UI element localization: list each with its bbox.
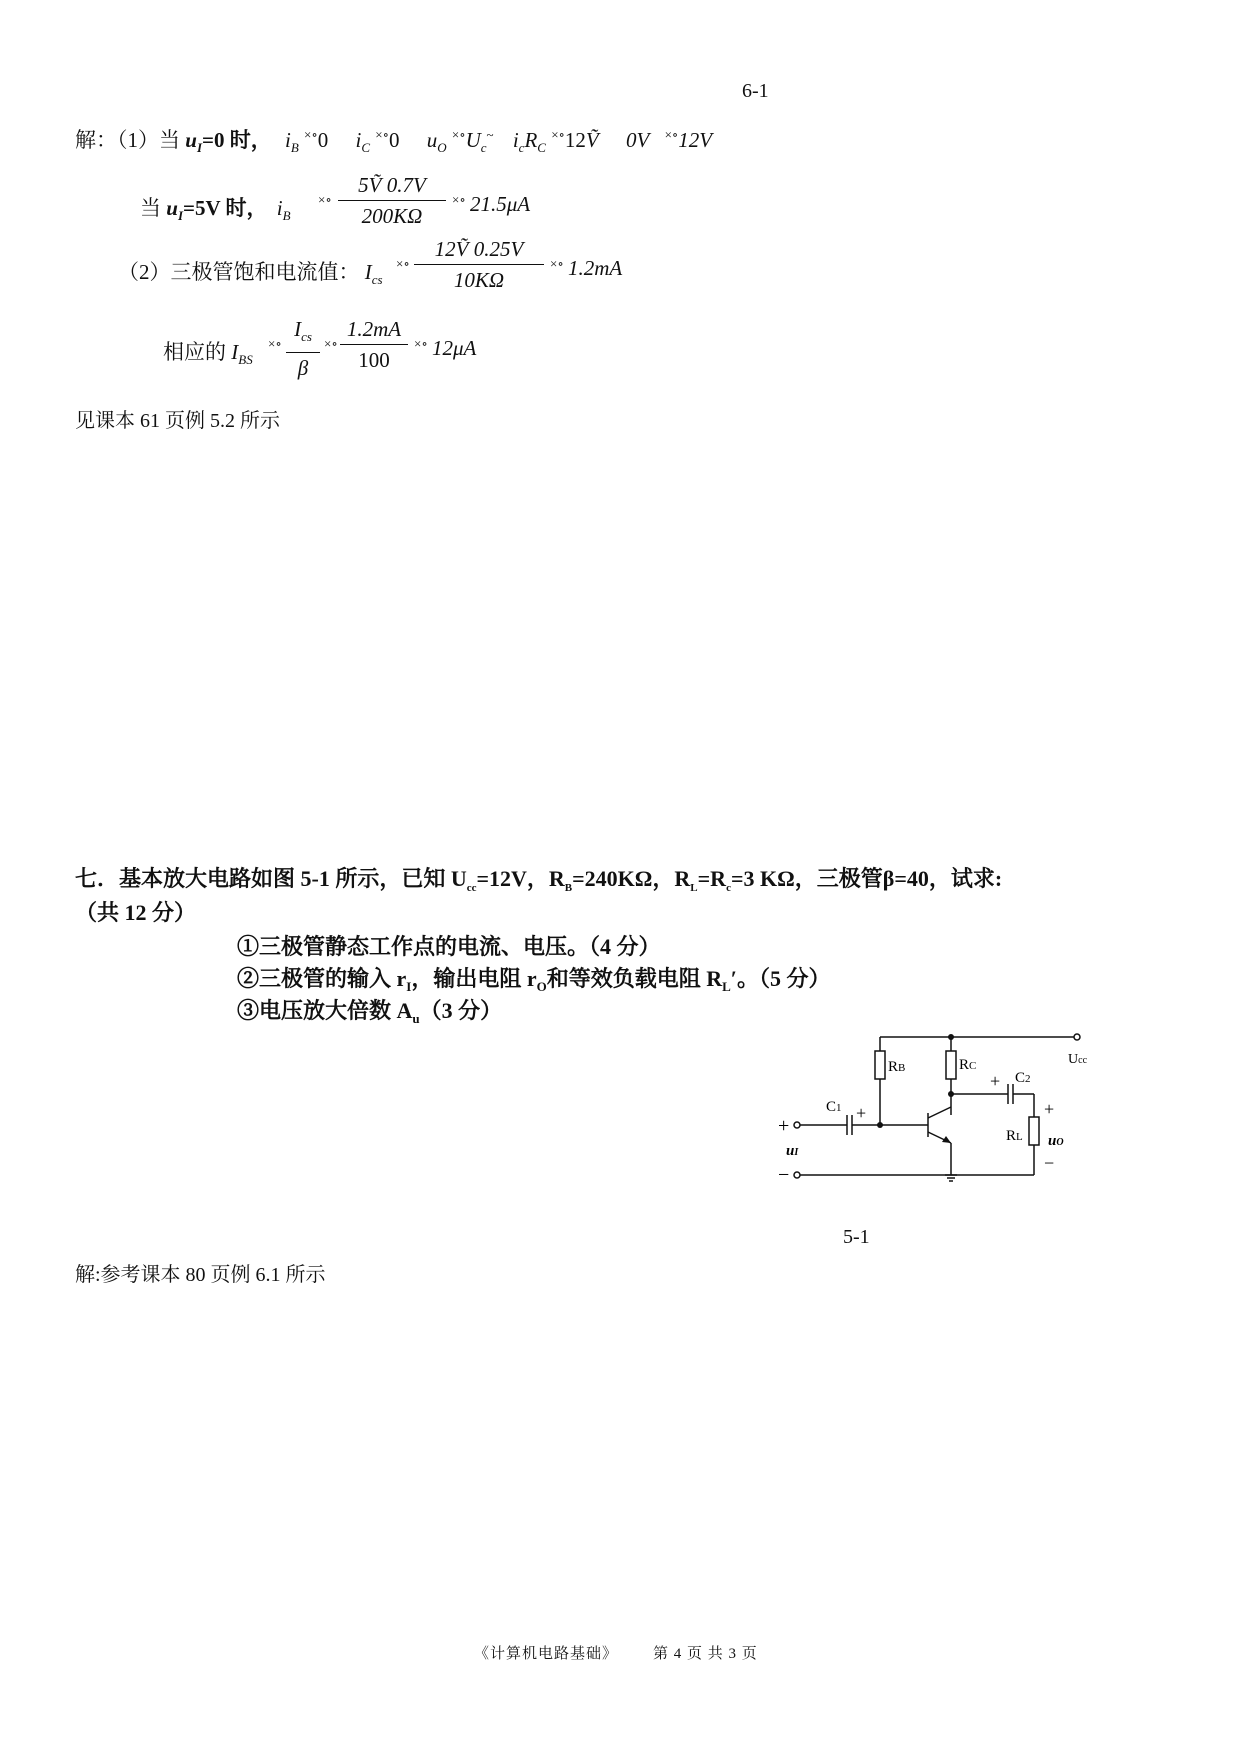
fraction-ics [414, 236, 544, 293]
symbol: ~ [486, 127, 494, 142]
result-ibs: 12μA [432, 336, 477, 360]
fraction-ibs [340, 316, 408, 373]
sub: u [412, 1011, 420, 1026]
result-ib: 21.5μA [470, 192, 531, 216]
var-iB: i [276, 196, 283, 220]
text: （2）三极管饱和电流值： [118, 260, 360, 284]
var-u: u [166, 196, 178, 220]
rc-resistor [946, 1051, 956, 1079]
question-7-item-1: ①三极管静态工作点的电流、电压。（4 分） [237, 934, 661, 959]
footer-page-number: 第 4 页 共 3 页 [653, 1646, 758, 1662]
sub: C [537, 140, 546, 155]
fraction-ib [338, 172, 446, 229]
page-label: 6-1 [742, 80, 769, 102]
symbol: ×∘ [304, 127, 318, 142]
symbol: ×∘ [318, 192, 332, 207]
reference-text: 见课本 61 页例 5.2 所示 [75, 410, 280, 432]
c1-label: C1 [826, 1099, 842, 1115]
denominator: 10KΩ [453, 268, 505, 292]
solution-line-3 [118, 256, 383, 288]
ui-minus: − [778, 1164, 790, 1186]
symbol: ×∘ [375, 127, 389, 142]
sub: L [722, 979, 731, 994]
ui-plus: + [778, 1115, 790, 1137]
sub: BS [238, 352, 253, 367]
denominator: 100 [358, 348, 390, 372]
sub: cs [301, 329, 312, 344]
c2-label: C2 [1015, 1070, 1031, 1086]
uo-minus: − [1044, 1153, 1055, 1173]
solution-line-2 [140, 192, 291, 224]
value: 0 [317, 128, 329, 152]
amplifier-circuit-diagram [780, 1025, 1120, 1205]
symbol: ×∘ [268, 336, 282, 351]
symbol: ×∘ [396, 256, 410, 271]
fraction-bar [338, 200, 446, 201]
var-Uc: U [465, 128, 481, 152]
c1-plus: + [856, 1103, 867, 1123]
text: 七．基本放大电路如图 5-1 所示，已知 U [75, 866, 467, 891]
sub: L [690, 882, 698, 894]
sub: I [196, 140, 202, 155]
text: ③电压放大倍数 A [237, 998, 413, 1023]
sub: c [480, 140, 487, 155]
text: =3 KΩ，三极管β=40，试求: [730, 866, 1003, 891]
result-ics: 1.2mA [568, 256, 623, 280]
value: 0V [626, 128, 650, 152]
var-Rc: R [524, 128, 538, 152]
solution-line-4 [163, 336, 253, 368]
symbol: ×∘ [324, 336, 338, 351]
numerator: 1.2mA [346, 317, 402, 341]
var-iB: i [284, 128, 291, 152]
rl-label: RL [1006, 1128, 1023, 1144]
text: ②三极管的输入 r [237, 966, 407, 991]
text: =240KΩ，R [572, 866, 691, 891]
var-u: u [185, 128, 197, 152]
text: 和等效负载电阻 R [546, 966, 723, 991]
text: =0 时， [202, 128, 272, 152]
denominator: 200KΩ [361, 204, 423, 228]
sub: O [536, 979, 547, 994]
sub: c [726, 882, 731, 894]
question-7-item-2 [237, 962, 830, 995]
sub: B [290, 140, 299, 155]
rb-label: RB [888, 1059, 906, 1075]
sub: I [177, 208, 183, 223]
text: ，输出电阻 r [411, 966, 537, 991]
solution-line-1 [75, 124, 712, 156]
var-Ics: I [364, 260, 372, 284]
numerator: 5Ṽ 0.7V [358, 173, 426, 197]
text: 当 [140, 196, 167, 220]
text: 解：（1）当 [75, 128, 186, 152]
uo-plus: + [1044, 1099, 1055, 1119]
sub: cc [466, 882, 477, 894]
numerator: 12Ṽ 0.25V [434, 237, 524, 261]
answer-7-text: 解:参考课本 80 页例 6.1 所示 [75, 1264, 326, 1286]
text: =12V，R [476, 866, 565, 891]
sub: cs [371, 272, 383, 287]
symbol: ×∘ [551, 127, 565, 142]
numerator: I [294, 317, 302, 341]
rc-label: RC [959, 1057, 977, 1073]
ucc-label: Ucc [1068, 1052, 1088, 1067]
sub: c [518, 140, 525, 155]
text: =5V 时， [183, 196, 268, 220]
question-7-item-3 [237, 994, 502, 1027]
symbol: ×∘ [550, 256, 564, 271]
sub: C [361, 140, 370, 155]
fraction-ics-beta [286, 316, 320, 381]
sub: I [406, 979, 412, 994]
denominator: β [297, 356, 309, 380]
footer-book-title: 《计算机电路基础》 [474, 1646, 619, 1662]
var-IBS: I [231, 340, 239, 364]
fraction-bar [286, 352, 320, 353]
sub: B [282, 208, 291, 223]
var-iC: i [355, 128, 362, 152]
ui-label: uI [786, 1143, 799, 1159]
question-7-line-2: （共 12 分） [75, 900, 197, 925]
text: =R [697, 866, 727, 891]
text: （3 分） [419, 998, 503, 1023]
value: 12V [678, 128, 713, 152]
symbol: ×∘ [452, 192, 466, 207]
symbol: ×∘ [664, 127, 679, 142]
rb-resistor [875, 1051, 885, 1079]
value: 12 [564, 128, 586, 152]
var-ic: i [512, 128, 519, 152]
text: 相应的 [163, 340, 232, 364]
var-uO: u [426, 128, 438, 152]
rl-resistor [1029, 1117, 1039, 1145]
symbol: ×∘ [414, 336, 428, 351]
uo-label: uO [1048, 1133, 1064, 1149]
value: 0 [388, 128, 400, 152]
c2-plus: + [990, 1071, 1001, 1091]
fraction-bar [414, 264, 544, 265]
symbol: ×∘ [451, 127, 466, 142]
text: ′。（5 分） [730, 966, 831, 991]
fraction-bar [340, 344, 408, 345]
sub: B [564, 882, 573, 894]
sub: O [437, 140, 447, 155]
question-7-line-1 [75, 862, 1002, 894]
unit: Ṽ [585, 128, 599, 152]
figure-caption: 5-1 [843, 1226, 870, 1248]
